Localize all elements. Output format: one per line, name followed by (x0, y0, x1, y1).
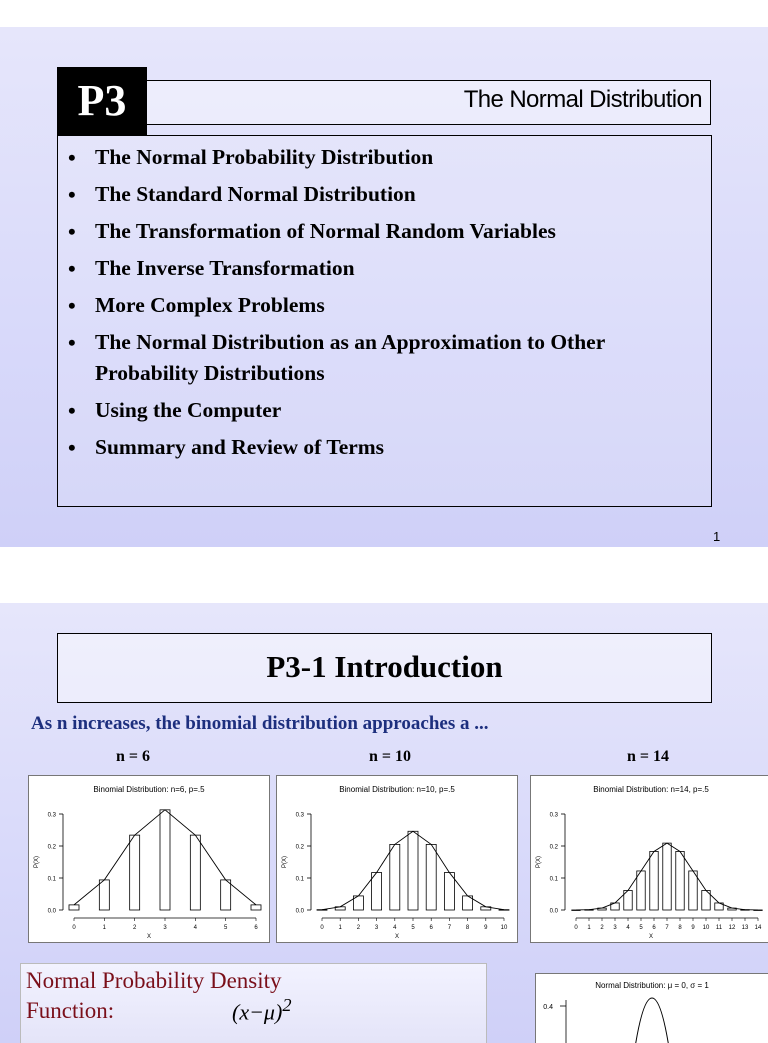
y-tick-label: 0.2 (295, 844, 304, 851)
binomial-chart-n10 (276, 775, 518, 943)
x-tick-label: 0 (574, 925, 578, 931)
x-tick-label: 7 (665, 925, 669, 931)
bullet-icon: • (68, 219, 76, 244)
bullet-icon: • (68, 182, 76, 207)
chart-svg (277, 776, 517, 942)
bar (650, 851, 658, 910)
bar (408, 831, 418, 910)
formula-fragment: $(x-\mu)^2$ (232, 995, 292, 1025)
x-tick-label: 3 (163, 925, 167, 931)
x-axis-label: X (394, 934, 400, 940)
x-tick-label: 9 (691, 925, 695, 931)
x-tick-label: 13 (741, 925, 749, 931)
x-tick-label: 2 (600, 925, 604, 931)
x-tick-label: 2 (132, 925, 137, 931)
y-tick-label: 0.1 (47, 876, 56, 883)
x-tick-label: 12 (728, 925, 736, 931)
bar (317, 910, 327, 911)
x-tick-label: 4 (393, 925, 397, 931)
outline-list (68, 142, 698, 469)
bullet-icon: • (68, 330, 76, 355)
bar (426, 844, 436, 910)
bar (676, 851, 684, 910)
x-tick-label: 0 (72, 925, 76, 931)
y-tick-label: 0.0 (295, 908, 304, 915)
slide-title: The Normal Distribution (463, 86, 702, 113)
bar (637, 871, 645, 910)
normal-chart-title: Normal Distribution: μ = 0, σ = 1 (595, 981, 709, 990)
normal-curve (634, 998, 670, 1043)
outline-item: • Using the Computer (68, 395, 698, 426)
chart-title: Binomial Distribution: n=10, p=.5 (339, 785, 455, 794)
bar (69, 905, 79, 910)
bar (663, 843, 671, 910)
section-title: P3-1 Introduction (57, 633, 712, 703)
y-tick-label: 0.0 (47, 908, 56, 915)
chart-title: Binomial Distribution: n=6, p=.5 (93, 785, 205, 794)
bar (372, 873, 382, 910)
x-tick-label: 6 (254, 925, 258, 931)
x-tick-label: 5 (639, 925, 643, 931)
bullet-icon: • (68, 145, 76, 170)
y-tick-label: 0.2 (47, 844, 56, 851)
section-subtitle: As n increases, the binomial distribution approaches a ... (31, 713, 489, 734)
slide-2 (0, 603, 768, 1043)
bar (390, 844, 400, 910)
x-tick-label: 9 (484, 925, 488, 931)
bullet-icon: • (68, 293, 76, 318)
x-tick-label: 8 (465, 925, 470, 931)
x-tick-label: 7 (447, 925, 452, 931)
y-tick-label: 0.3 (295, 812, 304, 819)
x-tick-label: 10 (500, 925, 508, 931)
x-tick-label: 1 (102, 925, 107, 931)
x-tick-label: 8 (678, 925, 682, 931)
bar (251, 905, 261, 910)
x-tick-label: 4 (193, 925, 198, 931)
bullet-icon: • (68, 256, 76, 281)
page-number: 1 (713, 529, 721, 544)
x-tick-label: 2 (356, 925, 361, 931)
bullet-icon: • (68, 435, 76, 460)
x-tick-label: 11 (715, 925, 723, 931)
outline-item: • The Inverse Transformation (68, 253, 698, 284)
x-tick-label: 5 (411, 925, 415, 931)
y-tick-label: 0.2 (549, 844, 558, 851)
n-label: n = 14 (627, 748, 670, 765)
slide-title-bar (147, 80, 711, 125)
x-tick-label: 3 (374, 925, 379, 931)
y-tick-label: 0.3 (47, 812, 56, 819)
outline-item: • More Complex Problems (68, 290, 698, 321)
chart-svg (531, 776, 768, 942)
x-tick-label: 1 (338, 925, 342, 931)
x-tick-label: 0 (320, 925, 324, 931)
x-tick-label: 3 (613, 925, 617, 931)
y-tick-label: 0.3 (549, 812, 558, 819)
x-axis-label: X (648, 934, 654, 940)
y-tick-label: 0.1 (295, 876, 304, 883)
normal-chart-ytick: 0.4 (543, 1004, 553, 1011)
n-label: n = 10 (369, 748, 412, 765)
binomial-chart-n6 (28, 775, 270, 943)
y-axis-label: P(X) (536, 856, 542, 868)
outline-item: • The Transformation of Normal Random Variables (68, 216, 698, 247)
pdf-heading-line1: Normal Probability Density (26, 968, 282, 993)
bar (99, 880, 109, 910)
bar (689, 871, 697, 910)
x-axis-label: X (146, 934, 152, 940)
binomial-chart-n14 (530, 775, 768, 943)
x-tick-label: 6 (652, 925, 656, 931)
x-tick-label: 14 (754, 925, 762, 931)
bar (221, 880, 231, 910)
x-tick-label: 1 (587, 925, 591, 931)
chart-svg (29, 776, 269, 942)
outline-item: • The Normal Distribution as an Approximation to Other Probability Distributions (68, 327, 698, 389)
outline-item: • The Standard Normal Distribution (68, 179, 698, 210)
y-axis-label: P(X) (282, 856, 288, 868)
bar (160, 810, 170, 910)
outline-item: • The Normal Probability Distribution (68, 142, 698, 173)
outline-box (57, 135, 712, 507)
bullet-icon: • (68, 398, 76, 423)
normal-distribution-chart (535, 973, 768, 1043)
chart-title: Binomial Distribution: n=14, p=.5 (593, 785, 709, 794)
n-label: n = 6 (116, 748, 151, 765)
x-tick-label: 5 (223, 925, 228, 931)
bar (499, 910, 509, 911)
bar (190, 835, 200, 910)
y-tick-label: 0.0 (549, 908, 558, 915)
pdf-heading-line2: Function: (26, 998, 115, 1023)
y-tick-label: 0.1 (549, 876, 558, 883)
chapter-badge: P3 (57, 67, 147, 135)
x-tick-label: 6 (429, 925, 433, 931)
bar (130, 835, 140, 910)
slide-1 (0, 27, 768, 547)
x-tick-label: 4 (626, 925, 630, 931)
bar (444, 873, 454, 910)
x-tick-label: 10 (702, 925, 710, 931)
normal-chart-svg (536, 974, 768, 1043)
y-axis-label: P(X) (34, 856, 40, 868)
outline-item: • Summary and Review of Terms (68, 432, 698, 463)
